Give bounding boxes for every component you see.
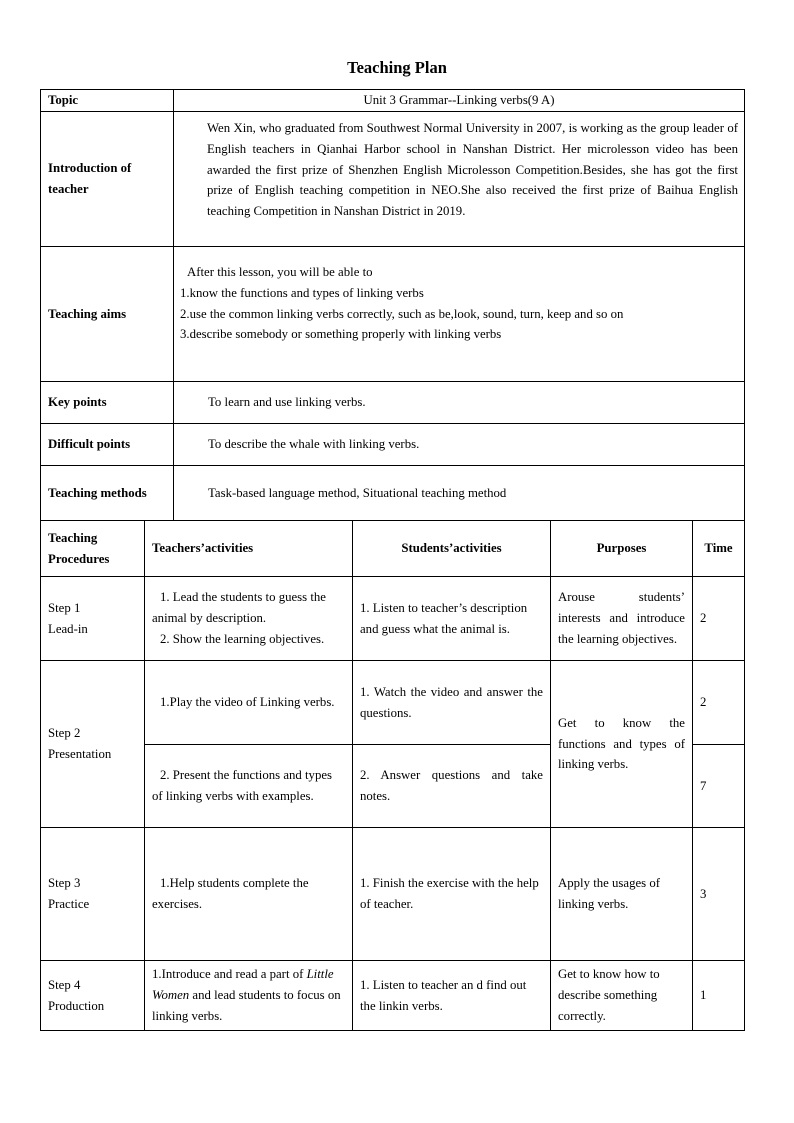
header-time: Time	[693, 521, 745, 577]
header-students: Students’activities	[353, 521, 551, 577]
step4-students: 1. Listen to teacher an d find out the linkin verbs.	[353, 961, 551, 1031]
step1-teacher-2: 2. Show the learning objectives.	[160, 631, 325, 646]
step3-stage: Practice	[48, 897, 90, 911]
step3-label	[41, 828, 145, 961]
step1-row	[41, 577, 745, 661]
step3-purpose: Apply the usages of linking verbs.	[551, 828, 693, 961]
aims-intro-line: After this lesson, you will be able to	[187, 265, 373, 279]
step4-teacher-pre: 1.Introduce and read a part of	[152, 967, 304, 982]
step3-name: Step 3	[48, 876, 81, 891]
intro-text: Wen Xin, who graduated from Southwest Normal University in 2007, is working as the group leader of English teachers in Qianhai Harbor school in Nanshan District. Her microlesson video has been awarded the first prize of Shenzhen English Microlesson Competition.Besides, she has got the first prize of English teaching competition in NEO.She also received the first prize of Baihua English teaching Competition in Nanshan District in 2019.	[174, 112, 745, 247]
procedures-header-row	[41, 521, 745, 577]
step4-row	[41, 961, 745, 1031]
step3-students: 1. Finish the exercise with the help of teacher.	[353, 828, 551, 961]
aims-content	[174, 247, 745, 382]
step1-teacher	[145, 577, 353, 661]
step3-row	[41, 828, 745, 961]
intro-label: Introduction of teacher	[41, 112, 174, 247]
difficult-points-value: To describe the whale with linking verbs.	[174, 424, 745, 466]
step2-students-b: 2. Answer questions and take notes.	[353, 745, 551, 828]
page-title: Teaching Plan	[347, 58, 447, 77]
step1-label	[41, 577, 145, 661]
methods-label: Teaching methods	[41, 466, 174, 521]
step1-stage: Lead-in	[48, 621, 88, 636]
step2-time-a: 2	[693, 661, 745, 745]
plan-info-table	[40, 89, 745, 521]
step2-teacher-a: 1.Play the video of Linking verbs.	[145, 661, 353, 745]
aims-label: Teaching aims	[41, 247, 174, 382]
step2-row-a	[41, 661, 745, 745]
step4-teacher-post: and lead students to focus on linking verbs.	[152, 988, 341, 1023]
header-purposes: Purposes	[551, 521, 693, 577]
step1-purpose: Arouse students’ interests and introduce the learning objectives.	[551, 577, 693, 661]
header-procedures: Teaching Procedures	[41, 521, 145, 577]
step2-label	[41, 661, 145, 828]
procedures-table	[40, 520, 745, 1031]
step4-stage: Production	[48, 998, 105, 1013]
topic-label: Topic	[41, 90, 174, 112]
step4-teacher	[145, 961, 353, 1031]
step1-time: 2	[693, 577, 745, 661]
topic-value: Unit 3 Grammar--Linking verbs(9 A)	[174, 90, 745, 112]
step4-label	[41, 961, 145, 1031]
aims-line-2: 2.use the common linking verbs correctly, such as be,look, sound, turn, keep and so on	[180, 306, 624, 321]
step1-teacher-1: 1. Lead the students to guess the animal by description.	[152, 590, 326, 626]
step1-name: Step 1	[48, 600, 81, 615]
aims-line-1: 1.know the functions and types of linking verbs	[180, 285, 424, 300]
step2-name: Step 2	[48, 726, 81, 741]
step1-students: 1. Listen to teacher’s description and guess what the animal is.	[353, 577, 551, 661]
methods-row	[41, 466, 745, 521]
methods-value: Task-based language method, Situational teaching method	[174, 466, 745, 521]
step4-name: Step 4	[48, 977, 81, 992]
step2-purpose: Get to know the functions and types of linking verbs.	[551, 661, 693, 828]
header-teacher: Teachers’activities	[145, 521, 353, 577]
step2-teacher-b: 2. Present the functions and types of linking verbs with examples.	[145, 745, 353, 828]
step3-teacher: 1.Help students complete the exercises.	[145, 828, 353, 961]
step4-purpose: Get to know how to describe something correctly.	[551, 961, 693, 1031]
step3-time: 3	[693, 828, 745, 961]
step4-time: 1	[693, 961, 745, 1031]
difficult-points-row	[41, 424, 745, 466]
intro-row	[41, 112, 745, 247]
key-points-value: To learn and use linking verbs.	[174, 382, 745, 424]
step2-students-a: 1. Watch the video and answer the questions.	[353, 661, 551, 745]
key-points-row	[41, 382, 745, 424]
step2-time-b: 7	[693, 745, 745, 828]
topic-row	[41, 90, 745, 112]
key-points-label: Key points	[41, 382, 174, 424]
step4-teacher-book: Little Women	[152, 967, 334, 1003]
step2-stage: Presentation	[48, 747, 112, 761]
aims-line-3: 3.describe somebody or something properly with linking verbs	[180, 327, 502, 342]
difficult-points-label: Difficult points	[41, 424, 174, 466]
aims-row	[41, 247, 745, 382]
